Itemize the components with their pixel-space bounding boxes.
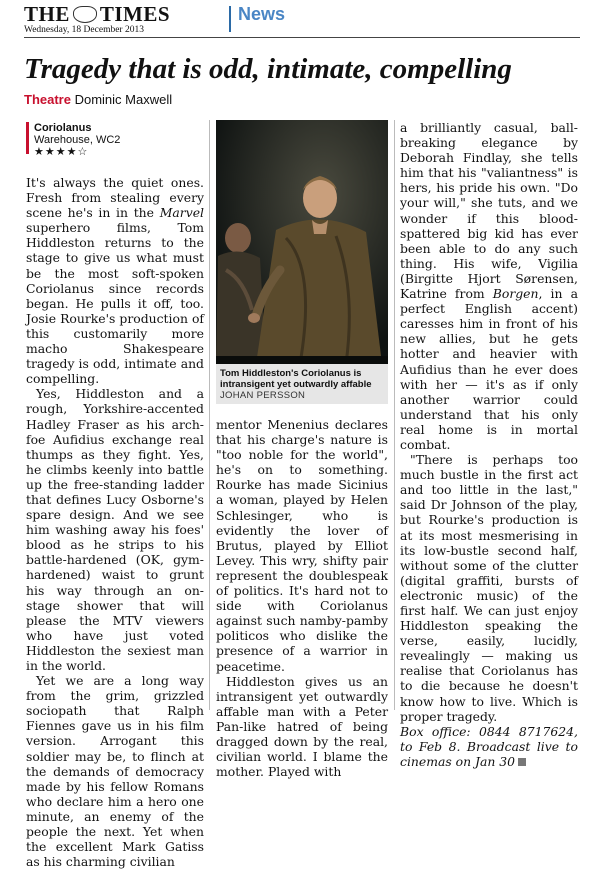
- section-label[interactable]: News: [238, 4, 286, 24]
- text-run: superhero films, Tom Hiddleston returns to the stage to give us what must be the most soft-spoken Coriolanus since records began. He pulls it off, too. Josie Rourke's production of this customarily more macho Shakespeare tragedy is odd, intimate and compelling.: [26, 220, 204, 387]
- paragraph: Yet we are a long way from the grim, grizzled sociopath that Ralph Fiennes gave us in his film version. Arrogant this soldier may be, to flinch at the demands of democracy made by his fellow Romans who declare him a hero one minute, an enemy of the people the next. Yet when the excellent Mark Gatiss as his charming civilian: [26, 673, 204, 869]
- section-divider: [229, 6, 231, 32]
- production-photo[interactable]: [216, 120, 388, 364]
- column-separator: [209, 120, 210, 710]
- box-office-info: [400, 724, 578, 769]
- category-label: Theatre: [24, 92, 71, 107]
- venue: Warehouse, WC2: [34, 134, 121, 146]
- newspaper-logo[interactable]: [24, 2, 170, 27]
- end-of-article-icon: [518, 758, 526, 766]
- masthead: [24, 2, 584, 36]
- article-column-1: [26, 175, 204, 869]
- author-name: Dominic Maxwell: [74, 92, 173, 107]
- text-run: It's always the quiet ones. Fresh from stealing every scene he's in in the: [26, 175, 204, 221]
- paragraph: [26, 175, 204, 386]
- paragraph: Hiddleston gives us an intransigent yet outwardly affable man with a Peter Pan-like hatred of being dragged down by the real, civilian world. I blame the mother. Played with: [216, 673, 388, 780]
- play-title: Coriolanus: [34, 122, 92, 134]
- box-office-text: Box office: 0844 8717624, to Feb 8. Broadcast live to cinemas on Jan 30: [400, 723, 578, 769]
- star-rating: ★★★★☆: [34, 146, 89, 158]
- masthead-rule: [24, 37, 580, 38]
- brand-left: THE: [24, 2, 70, 26]
- headline: Tragedy that is odd, intimate, compelling: [24, 53, 512, 85]
- brand-right: TIMES: [99, 2, 171, 26]
- issue-date: Wednesday, 18 December 2013: [24, 25, 144, 35]
- italic-title: Marvel: [159, 205, 204, 221]
- paragraph: "There is perhaps too much bustle in the first act and too little in the last," said Dr Johnson of the play, but Rourke's production is at its most mesmerising in its low-bustle second half, without some of the clutter (digital graffiti, bursts of electronic music) of the first half. We can just enjoy Hiddleston speaking the verse, easily, lucidly, revealingly — making us realise that Coriolanus has to die because he doesn't know how to live. Which is proper tragedy.: [400, 452, 578, 724]
- photo-caption: [216, 364, 388, 404]
- paragraph: mentor Menenius declares that his charge's nature is "too noble for the world", he's on to something. Rourke has made Sicinius a woman, played by Helen Schlesinger, who is evidently the lover of Brutus, played by Elliot Levey. This wry, shifty pair represent the doublespeak of politics. It's hard not to side with Coriolanus against such namby-pamby politicos who dislike the presence of a warrior in peacetime.: [216, 417, 388, 674]
- paragraph: Yes, Hiddleston and a rough, Yorkshire-accented Hadley Fraser as his arch-foe Aufidius exchange real thumps as they fight. Yes, he climbs keenly into battle up the free-standing ladder that defines Lucy Osborne's spare design. And we see him washing away his foes' blood as he strips to his battle-hardened (OK, gym-hardened) waist to grunt his way through an on-stage shower that will please the MTV viewers who have just voted Hiddleston the sexiest man in the world.: [26, 386, 204, 673]
- italic-title: Borgen: [492, 286, 539, 302]
- royal-crest-icon: [73, 6, 97, 23]
- paragraph: [400, 120, 578, 452]
- text-run: a brilliantly casual, ball-breaking elegance by Deborah Findlay, she tells him that his "valiantness" is hers, his pride his own. "Do your will," she tuts, and we wonder if this blood-spattered big kid has ever been able to do any such thing. His wife, Vigilia (Birgitte Hjort Sørensen, Katrine from: [400, 120, 578, 302]
- article-column-2: [216, 417, 388, 779]
- stage-photo-illustration: [216, 120, 388, 364]
- text-run: , in a perfect English accent) caresses him in front of his new allies, but he gets hotter and heavier with Aufidius than he ever does with her — it's as if only another warrior could understand that his only real home is in mortal combat.: [400, 286, 578, 452]
- review-info-box: [26, 122, 206, 158]
- column-separator: [394, 120, 395, 710]
- article-column-3: [400, 120, 578, 769]
- caption-text: Tom Hiddleston's Coriolanus is intransigent yet outwardly affable: [220, 368, 372, 390]
- byline: [24, 92, 172, 107]
- photo-credit: JOHAN PERSSON: [220, 390, 306, 401]
